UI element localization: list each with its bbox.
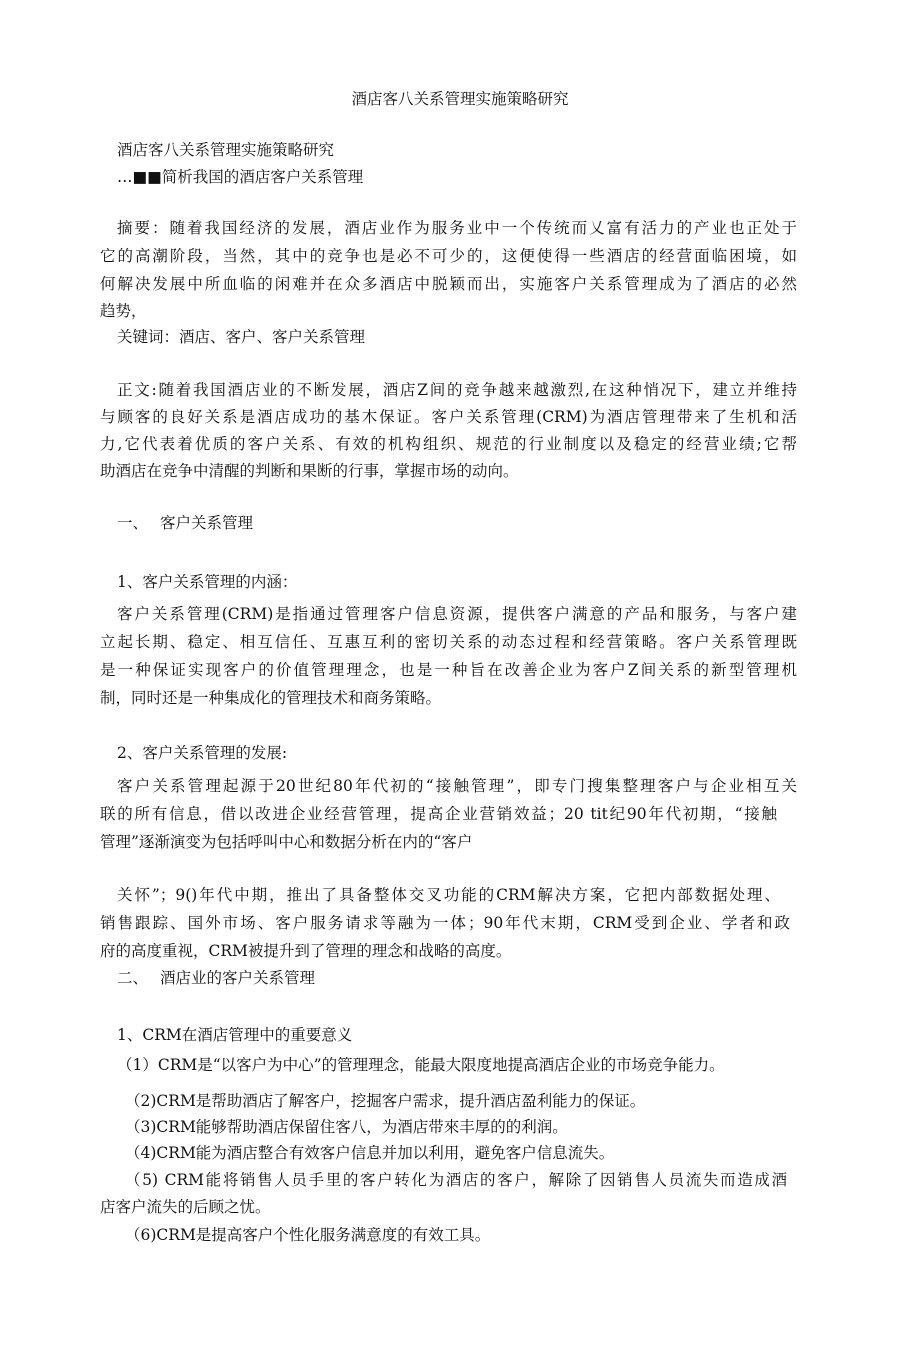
paragraph-line: 是一种保证实现客户的价值管理理念，也是一种旨在改善企业为客户Z间关系的新型管理机 bbox=[100, 661, 797, 679]
paragraph-line: 立起长期、稳定、相互信任、互惠互利的密切关系的动态过程和经营策略。客户关系管理既 bbox=[100, 633, 797, 651]
subsection-heading: 2、客户关系管理的发展: bbox=[117, 744, 288, 762]
paragraph-line: 客户关系管理起源于20世纪80年代初的“接触管理”，即专门搜集整理客户与企业相互关 bbox=[117, 777, 797, 795]
paragraph-line: 制，同时还是一种集成化的管理技术和商务策略。 bbox=[100, 689, 442, 707]
body-line: 正文:随着我国酒店业的不断发展，酒店Z间的竞争越来越激烈,在这种悄况下，建立并维持 bbox=[117, 381, 797, 399]
paragraph-line: 联的所有信息，借以改进企业经营管理，提高企业营销效益；20 tit纪90年代初期，“接触 bbox=[100, 805, 777, 823]
list-item: （5) CRM能将销售人员手里的客户转化为酒店的客户，解除了因销售人员流失而造成酒 bbox=[125, 1171, 787, 1189]
subtitle-line: …■■简析我国的酒店客户关系管理 bbox=[117, 168, 364, 186]
abstract-line: 趋势， bbox=[100, 302, 147, 320]
keywords: 关键词：酒店、客户、客户关系管理 bbox=[117, 328, 366, 346]
body-line: 力,它代表着优质的客户关系、有效的机构组织、规范的行业制度以及稳定的经营业绩;它帮 bbox=[100, 435, 797, 453]
subtitle-line: 酒店客八关系管理实施策略研究 bbox=[117, 141, 335, 159]
subsection-heading: 1、客户关系管理的内涵： bbox=[117, 573, 298, 591]
section-heading: 酒店业的客户关系管理 bbox=[160, 969, 316, 987]
abstract-line: 何解决发展中所血临的闲难并在众多酒店中脱颖而出，实施客户关系管理成为了酒店的必然 bbox=[100, 275, 797, 293]
section-number: 一、 bbox=[117, 514, 149, 532]
list-item: （1）CRM是“以客户为中心”的管理理念，能最大限度地提高酒店企业的市场竞争能力。 bbox=[117, 1056, 725, 1074]
paragraph-line: 客户关系管理(CRM)是指通过管理客户信息资源，提供客户满意的产品和服务，与客户建 bbox=[117, 605, 797, 623]
section-heading: 客户关系管理 bbox=[160, 514, 254, 532]
list-item: （4)CRM能为酒店整合有效客户信息并加以利用，避免客户信息流失。 bbox=[125, 1144, 615, 1162]
paragraph-line: 销售跟踪、国外市场、客户服务请求等融为一体；90年代末期，CRM受到企业、学者和政 bbox=[100, 914, 790, 932]
list-item: 店客户流失的后顾之忧。 bbox=[100, 1198, 271, 1216]
list-item: （6)CRM是提高客户个性化服务满意度的有效工具。 bbox=[125, 1226, 491, 1244]
page-title: 酒店客八关系管理实施策略研究 bbox=[351, 90, 569, 108]
body-line: 助酒店在竞争中清醒的判断和果断的行事，掌握市场的动向。 bbox=[100, 462, 519, 480]
subsection-heading: 1、CRM在酒店管理中的重要意义 bbox=[117, 1026, 353, 1044]
abstract-line: 它的高潮阶段，当然，其中的竞争也是必不可少的，这便使得一些酒店的经营面临困境，如 bbox=[100, 247, 797, 265]
abstract-line: 摘要：随着我国经济的发展，酒店业作为服务业中一个传统而乂富有活力的产业也正处于 bbox=[117, 219, 797, 237]
paragraph-line: 府的高度重视，CRM被提升到了管理的理念和战略的高度。 bbox=[100, 942, 512, 960]
section-number: 二、 bbox=[117, 969, 149, 987]
body-line: 与顾客的良好关系是酒店成功的基木保证。客户关系管理(CRM)为酒店管理带来了生机和活 bbox=[100, 408, 797, 426]
list-item: （2)CRM是帮助酒店了解客户，挖掘客户需求，提升酒店盈利能力的保证。 bbox=[125, 1092, 646, 1110]
paragraph-line: 关怀”；9()年代中期，推出了具备整体交叉功能的CRM解决方案，它把内部数据处理、 bbox=[117, 886, 780, 904]
paragraph-line: 管理”逐渐演变为包括呼叫中心和数据分析在内的“客户 bbox=[100, 833, 473, 851]
list-item: （3)CRM能够帮助酒店保留住客八，为酒店带來丰厚的的利润。 bbox=[125, 1118, 568, 1136]
